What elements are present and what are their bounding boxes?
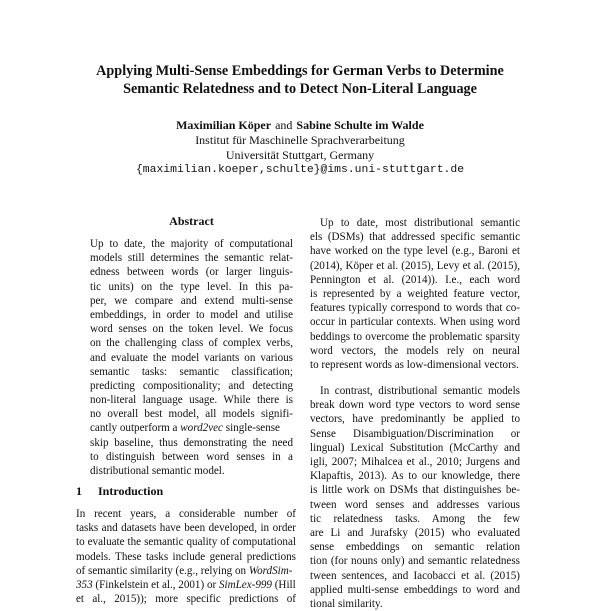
right-line: Sense Disambiguation/Discrimination or bbox=[310, 427, 520, 440]
intro-line: to evaluate the semantic quality of computational bbox=[76, 536, 296, 549]
right-line: tween word senses and addresses various bbox=[310, 498, 520, 511]
simlex-term: SimLex-999 bbox=[218, 578, 272, 591]
right-line: In contrast, distributional semantic models bbox=[320, 385, 520, 398]
right-line: occur in particular contexts. When using word bbox=[310, 316, 520, 329]
right-line: sense embeddings on semantic relation bbox=[310, 541, 520, 554]
right-line: features typically correspond to words that co- bbox=[310, 302, 520, 315]
right-paragraph-1 bbox=[310, 216, 520, 372]
right-line: are Li and Jurafsky (2015) who evaluated bbox=[310, 526, 520, 539]
right-column bbox=[310, 216, 520, 611]
section-number: 1 bbox=[76, 484, 82, 498]
intro-text: (Hill bbox=[271, 578, 296, 591]
abstract-heading: Abstract bbox=[169, 214, 214, 228]
intro-line: In recent years, a considerable number of bbox=[76, 508, 296, 520]
right-line: tional similarity. bbox=[310, 597, 383, 610]
right-line: Pennington et al. (2014)). I.e., each word bbox=[310, 273, 520, 286]
right-line: have worked on the type level (e.g., Baroni et bbox=[310, 245, 520, 258]
author-names bbox=[40, 118, 560, 133]
intro-line bbox=[76, 578, 296, 592]
abstract-text: cantly outperform a bbox=[90, 422, 178, 435]
title-line: Applying Multi-Sense Embeddings for German Verbs to Determine bbox=[96, 63, 504, 79]
abstract-line: distributional semantic model. bbox=[90, 465, 225, 478]
right-line: beddings to overcome the problematic sparsity bbox=[310, 330, 520, 343]
abstract-line: and evaluate the model variants on various bbox=[90, 351, 293, 364]
abstract-line: Up to date, the majority of computational bbox=[90, 238, 293, 250]
abstract-line: edness between words (or larger linguis- bbox=[90, 266, 293, 279]
location: Universität Stuttgart, Germany bbox=[225, 148, 375, 162]
right-paragraph-2 bbox=[310, 384, 520, 611]
paper-title bbox=[40, 62, 560, 98]
abstract-body bbox=[90, 237, 293, 478]
abstract-line bbox=[90, 421, 293, 435]
right-line: els (DSMs) that addressed specific semantic bbox=[310, 231, 520, 244]
intro-text: (Finkelstein et al., 2001) or bbox=[92, 578, 219, 591]
abstract-line: to distinguish between word senses in a bbox=[90, 450, 293, 463]
right-line: is represented by a weighted feature vector, bbox=[310, 287, 520, 300]
author-2: Sabine Schulte im Walde bbox=[296, 118, 424, 132]
word2vec-term: word2vec bbox=[180, 422, 223, 435]
right-line: word vectors, the models rely on neural bbox=[310, 344, 520, 357]
right-line: Klapaftis, 2013). As to our knowledge, there bbox=[310, 470, 520, 483]
abstract-line: non-literal language usage. While there is bbox=[90, 394, 293, 407]
right-line: lingual) Lexical Substitution (McCarthy and bbox=[310, 441, 520, 454]
right-line: vectors, have predominantly be applied to bbox=[310, 413, 520, 426]
right-line: (2014), Köper et al. (2015), Levy et al. (2015), bbox=[310, 259, 520, 272]
abstract-line: models still determines the semantic relat- bbox=[90, 252, 293, 265]
intro-line bbox=[76, 564, 296, 578]
intro-line: models. These tasks include general predictions bbox=[76, 550, 296, 563]
title-line: Semantic Relatedness and to Detect Non-Literal Language bbox=[123, 81, 477, 97]
abstract-line: skip baseline, thus demonstrating the need bbox=[90, 436, 293, 449]
intro-text: of semantic similarity (e.g., relying on bbox=[76, 564, 247, 577]
right-line: is little work on DSMs that distinguishes be- bbox=[310, 484, 520, 497]
right-line: tween sentences, and Iacobacci et al. (2015) bbox=[310, 569, 520, 582]
abstract-line: tic units) on the type level. In this pa- bbox=[90, 280, 293, 293]
section-heading-introduction bbox=[76, 484, 163, 499]
right-line: igli, 2007; Mihalcea et al., 2010; Jurgens and bbox=[310, 456, 520, 469]
right-line: tion (for nouns only) and semantic relatedness bbox=[310, 555, 520, 568]
right-line: tic relatedness tasks. Among the few bbox=[310, 512, 520, 525]
section-title: Introduction bbox=[98, 484, 164, 498]
abstract-line: on the challenging class of complex verbs, bbox=[90, 337, 293, 350]
abstract-text: single-sense bbox=[222, 422, 280, 435]
author-block bbox=[40, 118, 560, 178]
abstract-line: word senses on the token level. We focus bbox=[90, 323, 293, 336]
author-conjunction: and bbox=[275, 118, 293, 132]
right-line: to represent words as low-dimensional vectors. bbox=[310, 358, 519, 371]
wordsim-term: WordSim- bbox=[248, 564, 293, 577]
author-1: Maximilian Köper bbox=[176, 118, 272, 132]
author-email: {maximilian.koeper,schulte}@ims.uni-stuttgart.de bbox=[135, 164, 465, 176]
affiliation: Institut für Maschinelle Sprachverarbeitung bbox=[195, 133, 405, 147]
intro-line: tasks and datasets have been developed, in order bbox=[76, 522, 296, 535]
abstract-line: per, we compare and extend multi-sense bbox=[90, 294, 293, 307]
intro-line: et al., 2015)); more specific predictions of bbox=[76, 593, 296, 606]
abstract-line: predicting compositionality; and detecting bbox=[90, 379, 293, 392]
right-line: break down word type vectors to word sense bbox=[310, 399, 520, 412]
abstract-line: semantic tasks: semantic classification; bbox=[90, 365, 293, 378]
introduction-body bbox=[76, 507, 296, 606]
abstract-line: no overall best model, all models signifi- bbox=[90, 408, 293, 421]
right-line: Up to date, most distributional semantic bbox=[320, 217, 520, 229]
wordsim-term-cont: 353 bbox=[76, 578, 93, 591]
right-line: applied multi-sense embeddings to word and bbox=[310, 583, 520, 596]
abstract-line: embeddings, in order to model and utilise bbox=[90, 308, 293, 321]
